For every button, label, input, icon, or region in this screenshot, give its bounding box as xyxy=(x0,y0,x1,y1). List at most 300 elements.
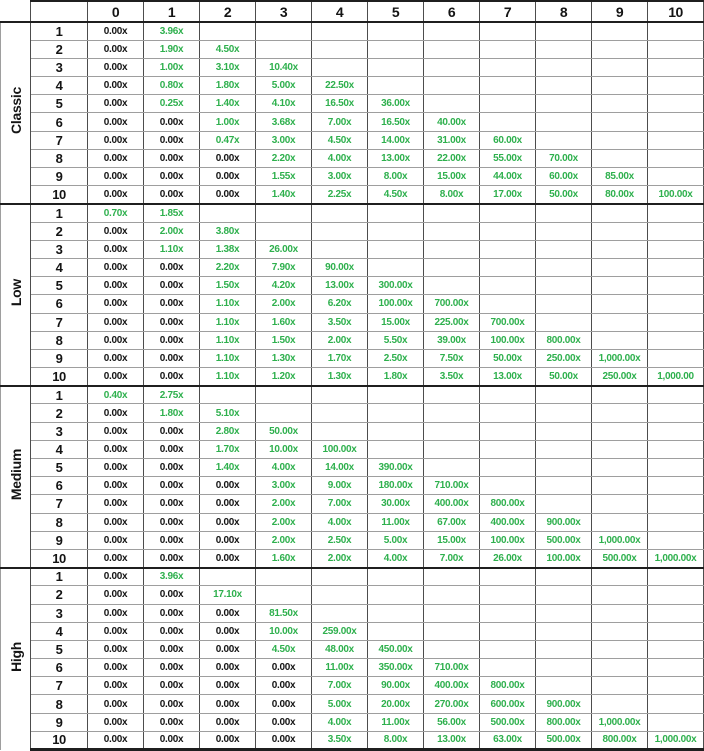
payout-cell: 0.80x xyxy=(144,77,200,95)
payout-cell: 0.00x xyxy=(88,349,144,367)
empty-cell xyxy=(480,422,536,440)
empty-cell xyxy=(592,695,648,713)
payout-cell: 50.00x xyxy=(480,349,536,367)
payout-cell: 0.00x xyxy=(88,40,144,58)
payout-cell: 3.50x xyxy=(312,313,368,331)
payout-cell: 0.00x xyxy=(144,695,200,713)
empty-cell xyxy=(424,422,480,440)
empty-cell xyxy=(368,586,424,604)
payout-cell: 350.00x xyxy=(368,659,424,677)
payout-cell: 0.70x xyxy=(88,204,144,222)
payout-cell: 16.50x xyxy=(368,113,424,131)
payout-cell: 0.00x xyxy=(144,622,200,640)
payout-cell: 48.00x xyxy=(312,640,368,658)
empty-cell xyxy=(312,240,368,258)
empty-cell xyxy=(648,204,704,222)
row-number: 9 xyxy=(31,168,88,186)
empty-cell xyxy=(480,568,536,586)
payout-cell: 0.00x xyxy=(200,149,256,167)
payout-cell: 450.00x xyxy=(368,640,424,658)
empty-cell xyxy=(648,349,704,367)
empty-cell xyxy=(592,258,648,276)
empty-cell xyxy=(256,22,312,40)
empty-cell xyxy=(480,440,536,458)
row-number: 4 xyxy=(31,258,88,276)
payout-cell: 4.00x xyxy=(312,713,368,731)
empty-cell xyxy=(480,604,536,622)
payout-cell: 7.90x xyxy=(256,258,312,276)
payout-cell: 1.40x xyxy=(200,95,256,113)
payout-cell: 0.00x xyxy=(88,58,144,76)
column-header: 4 xyxy=(312,1,368,22)
payout-cell: 1.80x xyxy=(368,368,424,386)
empty-cell xyxy=(312,204,368,222)
payout-cell: 0.00x xyxy=(144,531,200,549)
payout-cell: 0.00x xyxy=(88,422,144,440)
empty-cell xyxy=(424,604,480,622)
empty-cell xyxy=(480,640,536,658)
empty-cell xyxy=(648,622,704,640)
empty-cell xyxy=(424,622,480,640)
payout-cell: 0.00x xyxy=(144,713,200,731)
payout-cell: 0.00x xyxy=(88,713,144,731)
payout-cell: 4.50x xyxy=(256,640,312,658)
payout-cell: 100.00x xyxy=(312,440,368,458)
payout-cell: 60.00x xyxy=(536,168,592,186)
payout-cell: 390.00x xyxy=(368,459,424,477)
payout-cell: 0.00x xyxy=(200,695,256,713)
row-number: 5 xyxy=(31,459,88,477)
empty-cell xyxy=(424,204,480,222)
payout-cell: 2.00x xyxy=(256,295,312,313)
empty-cell xyxy=(480,404,536,422)
payout-cell: 90.00x xyxy=(368,677,424,695)
payout-cell: 2.50x xyxy=(368,349,424,367)
empty-cell xyxy=(648,95,704,113)
empty-cell xyxy=(480,586,536,604)
empty-cell xyxy=(648,168,704,186)
payout-cell: 0.00x xyxy=(200,731,256,749)
empty-cell xyxy=(592,459,648,477)
payout-cell: 0.00x xyxy=(200,513,256,531)
empty-cell xyxy=(648,713,704,731)
payout-cell: 1.10x xyxy=(200,313,256,331)
payout-cell: 180.00x xyxy=(368,477,424,495)
empty-cell xyxy=(592,422,648,440)
empty-cell xyxy=(592,331,648,349)
payout-cell: 0.00x xyxy=(144,440,200,458)
row-number: 4 xyxy=(31,77,88,95)
empty-cell xyxy=(480,459,536,477)
row-number: 2 xyxy=(31,40,88,58)
empty-cell xyxy=(480,622,536,640)
empty-cell xyxy=(536,659,592,677)
empty-cell xyxy=(200,22,256,40)
payout-cell: 20.00x xyxy=(368,695,424,713)
empty-cell xyxy=(424,277,480,295)
empty-cell xyxy=(256,404,312,422)
empty-cell xyxy=(424,22,480,40)
payout-cell: 0.00x xyxy=(88,313,144,331)
payout-cell: 0.00x xyxy=(144,168,200,186)
payout-cell: 5.00x xyxy=(368,531,424,549)
empty-cell xyxy=(256,568,312,586)
empty-cell xyxy=(592,22,648,40)
empty-cell xyxy=(536,222,592,240)
empty-cell xyxy=(368,222,424,240)
payout-cell: 1.40x xyxy=(256,186,312,204)
payout-cell: 7.00x xyxy=(312,677,368,695)
empty-cell xyxy=(424,40,480,58)
empty-cell xyxy=(648,386,704,404)
payout-cell: 0.00x xyxy=(144,659,200,677)
empty-cell xyxy=(424,258,480,276)
empty-cell xyxy=(592,149,648,167)
payout-cell: 3.50x xyxy=(424,368,480,386)
row-number: 9 xyxy=(31,349,88,367)
payout-cell: 0.00x xyxy=(88,295,144,313)
row-number: 8 xyxy=(31,149,88,167)
empty-cell xyxy=(536,459,592,477)
empty-cell xyxy=(312,422,368,440)
empty-cell xyxy=(536,240,592,258)
empty-cell xyxy=(424,240,480,258)
empty-cell xyxy=(480,222,536,240)
payout-cell: 15.00x xyxy=(424,168,480,186)
payout-cell: 2.25x xyxy=(312,186,368,204)
empty-cell xyxy=(648,295,704,313)
row-number: 7 xyxy=(31,131,88,149)
payout-cell: 0.40x xyxy=(88,386,144,404)
empty-cell xyxy=(592,313,648,331)
payout-cell: 80.00x xyxy=(592,186,648,204)
payout-cell: 900.00x xyxy=(536,695,592,713)
payout-cell: 0.00x xyxy=(88,604,144,622)
payout-cell: 39.00x xyxy=(424,331,480,349)
payout-cell: 900.00x xyxy=(536,513,592,531)
payout-cell: 0.00x xyxy=(200,531,256,549)
payout-cell: 2.00x xyxy=(312,331,368,349)
payout-cell: 16.50x xyxy=(312,95,368,113)
payout-cell: 1.70x xyxy=(200,440,256,458)
empty-cell xyxy=(536,277,592,295)
row-number: 1 xyxy=(31,204,88,222)
payout-cell: 0.00x xyxy=(200,168,256,186)
empty-cell xyxy=(480,659,536,677)
payout-cell: 7.50x xyxy=(424,349,480,367)
payout-cell: 7.00x xyxy=(312,113,368,131)
payout-cell: 30.00x xyxy=(368,495,424,513)
payout-cell: 90.00x xyxy=(312,258,368,276)
empty-cell xyxy=(592,677,648,695)
empty-cell xyxy=(592,440,648,458)
payout-cell: 0.00x xyxy=(88,695,144,713)
payout-cell: 100.00x xyxy=(368,295,424,313)
column-header: 7 xyxy=(480,1,536,22)
payout-cell: 0.00x xyxy=(88,513,144,531)
empty-cell xyxy=(536,77,592,95)
row-number: 10 xyxy=(31,186,88,204)
row-number: 6 xyxy=(31,659,88,677)
payout-cell: 1.90x xyxy=(144,40,200,58)
empty-cell xyxy=(648,604,704,622)
payout-cell: 8.00x xyxy=(368,168,424,186)
empty-cell xyxy=(648,422,704,440)
row-number-header xyxy=(31,1,88,22)
payout-cell: 1,000.00x xyxy=(592,349,648,367)
payout-cell: 0.00x xyxy=(88,659,144,677)
payout-cell: 4.50x xyxy=(368,186,424,204)
empty-cell xyxy=(648,695,704,713)
row-number: 3 xyxy=(31,422,88,440)
payout-cell: 2.00x xyxy=(256,495,312,513)
row-number: 2 xyxy=(31,222,88,240)
empty-cell xyxy=(648,459,704,477)
payout-cell: 8.00x xyxy=(368,731,424,749)
empty-cell xyxy=(592,659,648,677)
empty-cell xyxy=(200,204,256,222)
payout-cell: 26.00x xyxy=(256,240,312,258)
payout-cell: 800.00x xyxy=(480,677,536,695)
empty-cell xyxy=(536,604,592,622)
payout-cell: 0.00x xyxy=(88,459,144,477)
payout-cell: 1.30x xyxy=(312,368,368,386)
payout-cell: 0.00x xyxy=(88,549,144,567)
empty-cell xyxy=(256,40,312,58)
payout-cell: 0.47x xyxy=(200,131,256,149)
payout-cell: 270.00x xyxy=(424,695,480,713)
payout-cell: 0.00x xyxy=(144,604,200,622)
empty-cell xyxy=(368,240,424,258)
empty-cell xyxy=(368,77,424,95)
payout-cell: 0.00x xyxy=(88,113,144,131)
payout-cell: 14.00x xyxy=(312,459,368,477)
empty-cell xyxy=(424,404,480,422)
empty-cell xyxy=(592,222,648,240)
empty-cell xyxy=(424,568,480,586)
empty-cell xyxy=(592,495,648,513)
payout-cell: 15.00x xyxy=(424,531,480,549)
empty-cell xyxy=(536,404,592,422)
payout-cell: 1.10x xyxy=(200,349,256,367)
payout-cell: 0.00x xyxy=(144,477,200,495)
payout-cell: 1,000.00x xyxy=(648,549,704,567)
payout-cell: 0.00x xyxy=(144,295,200,313)
empty-cell xyxy=(648,568,704,586)
empty-cell xyxy=(592,604,648,622)
row-number: 10 xyxy=(31,549,88,567)
empty-cell xyxy=(368,568,424,586)
payout-cell: 0.00x xyxy=(256,659,312,677)
empty-cell xyxy=(592,513,648,531)
payout-cell: 0.00x xyxy=(88,731,144,749)
empty-cell xyxy=(648,131,704,149)
column-header: 3 xyxy=(256,1,312,22)
payout-cell: 800.00x xyxy=(592,731,648,749)
empty-cell xyxy=(536,131,592,149)
payout-cell: 3.00x xyxy=(312,168,368,186)
empty-cell xyxy=(592,131,648,149)
payout-cell: 250.00x xyxy=(536,349,592,367)
payout-table-body xyxy=(1,22,704,750)
payout-cell: 225.00x xyxy=(424,313,480,331)
payout-cell: 0.00x xyxy=(88,677,144,695)
empty-cell xyxy=(312,222,368,240)
empty-cell xyxy=(592,95,648,113)
payout-cell: 0.00x xyxy=(144,349,200,367)
payout-cell: 2.80x xyxy=(200,422,256,440)
payout-cell: 2.00x xyxy=(312,549,368,567)
empty-cell xyxy=(592,404,648,422)
empty-cell xyxy=(424,640,480,658)
payout-cell: 9.00x xyxy=(312,477,368,495)
payout-cell: 0.00x xyxy=(88,95,144,113)
payout-cell: 0.00x xyxy=(200,713,256,731)
payout-cell: 3.68x xyxy=(256,113,312,131)
empty-cell xyxy=(368,622,424,640)
payout-cell: 500.00x xyxy=(536,731,592,749)
payout-cell: 26.00x xyxy=(480,549,536,567)
row-number: 1 xyxy=(31,386,88,404)
empty-cell xyxy=(592,77,648,95)
row-number: 8 xyxy=(31,513,88,531)
payout-cell: 0.00x xyxy=(144,459,200,477)
payout-cell: 85.00x xyxy=(592,168,648,186)
empty-cell xyxy=(480,277,536,295)
payout-cell: 0.00x xyxy=(88,495,144,513)
payout-cell: 11.00x xyxy=(312,659,368,677)
payout-cell: 81.50x xyxy=(256,604,312,622)
empty-cell xyxy=(648,40,704,58)
payout-cell: 600.00x xyxy=(480,695,536,713)
row-number: 10 xyxy=(31,731,88,749)
payout-cell: 0.00x xyxy=(256,713,312,731)
empty-cell xyxy=(536,204,592,222)
payout-cell: 1.10x xyxy=(200,368,256,386)
payout-cell: 0.00x xyxy=(88,477,144,495)
column-header: 1 xyxy=(144,1,200,22)
section-label-text: Medium xyxy=(7,448,24,500)
row-number: 3 xyxy=(31,604,88,622)
empty-cell xyxy=(648,404,704,422)
empty-cell xyxy=(312,404,368,422)
row-number: 6 xyxy=(31,295,88,313)
empty-cell xyxy=(312,40,368,58)
payout-cell: 0.00x xyxy=(144,549,200,567)
payout-cell: 500.00x xyxy=(592,549,648,567)
payout-cell: 0.00x xyxy=(88,168,144,186)
payout-cell: 0.00x xyxy=(88,622,144,640)
empty-cell xyxy=(480,22,536,40)
empty-cell xyxy=(368,422,424,440)
payout-cell: 1.60x xyxy=(256,313,312,331)
empty-cell xyxy=(424,440,480,458)
payout-cell: 0.00x xyxy=(88,77,144,95)
empty-cell xyxy=(536,313,592,331)
payout-cell: 50.00x xyxy=(256,422,312,440)
payout-cell: 1.38x xyxy=(200,240,256,258)
payout-cell: 15.00x xyxy=(368,313,424,331)
payout-cell: 0.00x xyxy=(88,331,144,349)
payout-cell: 4.00x xyxy=(256,459,312,477)
payout-cell: 400.00x xyxy=(480,513,536,531)
payout-cell: 0.00x xyxy=(88,368,144,386)
payout-cell: 0.00x xyxy=(144,258,200,276)
empty-cell xyxy=(648,659,704,677)
empty-cell xyxy=(592,240,648,258)
empty-cell xyxy=(648,113,704,131)
empty-cell xyxy=(592,40,648,58)
row-number: 7 xyxy=(31,677,88,695)
empty-cell xyxy=(424,95,480,113)
section-label xyxy=(1,204,31,386)
empty-cell xyxy=(592,204,648,222)
payout-cell: 7.00x xyxy=(424,549,480,567)
empty-cell xyxy=(648,313,704,331)
payout-cell: 50.00x xyxy=(536,186,592,204)
empty-cell xyxy=(368,22,424,40)
empty-cell xyxy=(648,640,704,658)
empty-cell xyxy=(536,58,592,76)
row-number: 4 xyxy=(31,622,88,640)
empty-cell xyxy=(648,258,704,276)
payout-cell: 500.00x xyxy=(536,531,592,549)
payout-cell: 3.96x xyxy=(144,22,200,40)
row-number: 8 xyxy=(31,695,88,713)
payout-cell: 60.00x xyxy=(480,131,536,149)
empty-cell xyxy=(536,95,592,113)
empty-cell xyxy=(648,58,704,76)
payout-cell: 0.00x xyxy=(144,113,200,131)
empty-cell xyxy=(256,222,312,240)
payout-cell: 800.00x xyxy=(536,331,592,349)
payout-cell: 1,000.00x xyxy=(592,713,648,731)
empty-cell xyxy=(592,477,648,495)
payout-cell: 259.00x xyxy=(312,622,368,640)
empty-cell xyxy=(424,58,480,76)
payout-cell: 14.00x xyxy=(368,131,424,149)
payout-cell: 0.00x xyxy=(144,331,200,349)
empty-cell xyxy=(536,113,592,131)
payout-cell: 1.60x xyxy=(256,549,312,567)
empty-cell xyxy=(368,258,424,276)
payout-cell: 0.00x xyxy=(144,149,200,167)
empty-cell xyxy=(536,386,592,404)
payout-cell: 400.00x xyxy=(424,495,480,513)
payout-cell: 6.20x xyxy=(312,295,368,313)
payout-cell: 0.00x xyxy=(88,149,144,167)
payout-cell: 70.00x xyxy=(536,149,592,167)
payout-cell: 1,000.00x xyxy=(648,731,704,749)
payout-cell: 0.00x xyxy=(88,277,144,295)
payout-cell: 700.00x xyxy=(424,295,480,313)
payout-cell: 1.80x xyxy=(200,77,256,95)
empty-cell xyxy=(592,568,648,586)
payout-cell: 22.00x xyxy=(424,149,480,167)
empty-cell xyxy=(648,477,704,495)
payout-cell: 0.00x xyxy=(144,277,200,295)
empty-cell xyxy=(648,586,704,604)
payout-cell: 100.00x xyxy=(480,531,536,549)
payout-cell: 0.00x xyxy=(144,131,200,149)
payout-cell: 0.00x xyxy=(88,404,144,422)
payout-cell: 0.00x xyxy=(200,677,256,695)
payout-cell: 1.00x xyxy=(200,113,256,131)
empty-cell xyxy=(536,22,592,40)
payout-cell: 22.50x xyxy=(312,77,368,95)
empty-cell xyxy=(536,495,592,513)
row-number: 10 xyxy=(31,368,88,386)
